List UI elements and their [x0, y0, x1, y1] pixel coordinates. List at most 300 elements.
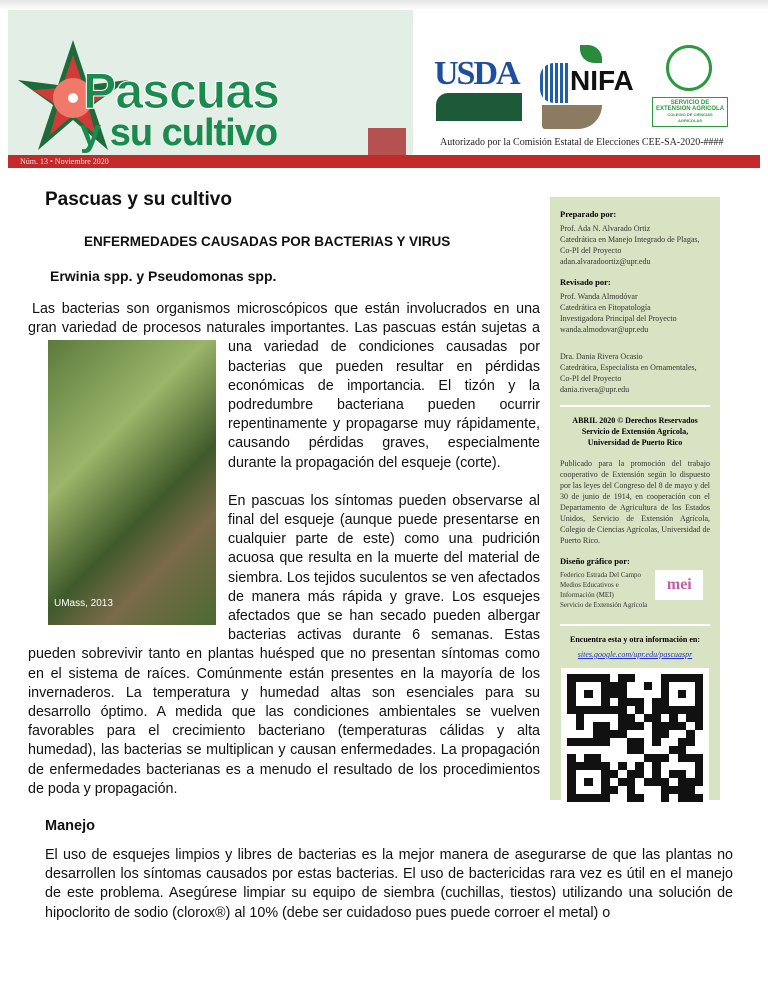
qr-module: [695, 778, 704, 786]
qr-module: [661, 746, 670, 754]
qr-module: [695, 746, 704, 754]
qr-module: [669, 738, 678, 746]
qr-module: [695, 706, 704, 714]
qr-module: [695, 730, 704, 738]
qr-module: [618, 770, 627, 778]
qr-module: [584, 682, 593, 690]
qr-module: [695, 674, 704, 682]
qr-module: [593, 762, 602, 770]
qr-module: [627, 794, 636, 802]
qr-module: [652, 730, 661, 738]
author-role: Co-PI del Proyecto: [560, 246, 622, 255]
qr-module: [618, 786, 627, 794]
qr-module: [610, 794, 619, 802]
qr-module: [635, 762, 644, 770]
qr-module: [593, 730, 602, 738]
qr-module: [576, 674, 585, 682]
author-email[interactable]: adan.alvaradoortiz@upr.edu: [560, 257, 651, 266]
manejo-text: El uso de esquejes limpios y libres de bacterias es la mejor manera de asegurarse de que las plantas no desarrollen los síntomas causados por estas bacterias. El uso de bactericidas rara vez es útil en el manejo de este problema. Asegúrese limpiar su equipo de siembra (cuchillas, tiestos) utilizando una solución de hipoclorito de sodio (clorox®) al 10% (debe ser cuidadoso pues puede corroer el metal) o: [45, 847, 733, 921]
designer-dept-2: Información (MEI): [560, 591, 614, 599]
qr-module: [695, 698, 704, 706]
partner-logos: [430, 45, 760, 135]
qr-module: [584, 738, 593, 746]
qr-module: [644, 730, 653, 738]
prepared-label: Preparado por:: [560, 209, 617, 219]
qr-module: [627, 770, 636, 778]
qr-module: [661, 682, 670, 690]
qr-module: [576, 706, 585, 714]
qr-module: [678, 690, 687, 698]
qr-module: [678, 682, 687, 690]
qr-module: [652, 698, 661, 706]
find-label: Encuentra esta y otra información en:: [570, 635, 700, 644]
qr-module: [618, 762, 627, 770]
qr-module: [567, 738, 576, 746]
qr-module: [601, 730, 610, 738]
qr-module: [627, 746, 636, 754]
qr-module: [618, 794, 627, 802]
qr-module: [576, 770, 585, 778]
designer-org: Servicio de Extensión Agrícola: [560, 601, 648, 609]
qr-module: [610, 730, 619, 738]
qr-module: [567, 698, 576, 706]
qr-module: [695, 690, 704, 698]
qr-module: [635, 754, 644, 762]
qr-module: [686, 682, 695, 690]
qr-module: [618, 682, 627, 690]
qr-module: [652, 770, 661, 778]
qr-module: [618, 746, 627, 754]
author-title: Catedrática en Manejo Integrado de Plagas,: [560, 235, 700, 244]
qr-module: [576, 714, 585, 722]
qr-module: [576, 738, 585, 746]
qr-module: [618, 714, 627, 722]
qr-module: [593, 706, 602, 714]
copyright-org: Servicio de Extensión Agrícola,: [581, 427, 689, 436]
qr-module: [686, 674, 695, 682]
reviewer-role: Co-PI del Proyecto: [560, 374, 622, 383]
qr-module: [652, 714, 661, 722]
qr-module: [695, 786, 704, 794]
qr-module: [601, 674, 610, 682]
qr-module: [601, 722, 610, 730]
qr-module: [610, 754, 619, 762]
qr-module: [601, 794, 610, 802]
qr-module: [686, 786, 695, 794]
qr-module: [576, 682, 585, 690]
qr-module: [576, 754, 585, 762]
qr-module: [584, 706, 593, 714]
qr-module: [610, 778, 619, 786]
qr-module: [610, 770, 619, 778]
qr-module: [627, 690, 636, 698]
qr-module: [610, 746, 619, 754]
qr-module: [644, 786, 653, 794]
qr-module: [644, 690, 653, 698]
qr-module: [661, 690, 670, 698]
qr-module: [593, 770, 602, 778]
qr-module: [610, 690, 619, 698]
qr-module: [601, 690, 610, 698]
qr-module: [610, 722, 619, 730]
qr-module: [618, 690, 627, 698]
qr-module: [618, 706, 627, 714]
photo-credit: UMass, 2013: [54, 597, 113, 609]
qr-module: [669, 698, 678, 706]
top-shade: [0, 0, 768, 10]
qr-module: [652, 674, 661, 682]
reviewer-role: Investigadora Principal del Proyecto: [560, 314, 677, 323]
qr-module: [661, 698, 670, 706]
qr-module: [686, 738, 695, 746]
qr-module: [635, 698, 644, 706]
qr-module: [593, 754, 602, 762]
qr-module: [678, 762, 687, 770]
qr-module: [669, 682, 678, 690]
qr-module: [661, 730, 670, 738]
qr-module: [610, 762, 619, 770]
qr-module: [644, 754, 653, 762]
qr-module: [661, 722, 670, 730]
qr-module: [584, 730, 593, 738]
qr-module: [695, 794, 704, 802]
qr-module: [695, 738, 704, 746]
design-label: Diseño gráfico por:: [560, 556, 630, 566]
qr-module: [567, 682, 576, 690]
qr-module: [644, 682, 653, 690]
reviewer-email[interactable]: dania.rivera@upr.edu: [560, 385, 630, 394]
qr-module: [644, 778, 653, 786]
bacterial-rot-photo: [48, 340, 216, 625]
qr-module: [610, 714, 619, 722]
qr-module: [567, 778, 576, 786]
qr-module: [593, 714, 602, 722]
qr-module: [669, 706, 678, 714]
qr-module: [652, 762, 661, 770]
qr-module: [686, 730, 695, 738]
qr-module: [635, 674, 644, 682]
masthead-subtitle: y su cultivo: [80, 112, 278, 154]
qr-module: [593, 722, 602, 730]
qr-module: [686, 706, 695, 714]
qr-module: [610, 682, 619, 690]
qr-module: [584, 698, 593, 706]
qr-module: [567, 786, 576, 794]
qr-module: [618, 754, 627, 762]
issue-bar: [8, 155, 760, 168]
qr-module: [695, 770, 704, 778]
qr-module: [584, 762, 593, 770]
qr-module: [635, 722, 644, 730]
qr-code[interactable]: [561, 668, 709, 808]
qr-module: [644, 738, 653, 746]
qr-module: [661, 762, 670, 770]
masthead-title: Pascuas: [83, 63, 279, 119]
qr-module: [678, 754, 687, 762]
qr-module: [584, 746, 593, 754]
qr-module: [661, 706, 670, 714]
qr-module: [678, 730, 687, 738]
qr-module: [567, 762, 576, 770]
qr-module: [652, 738, 661, 746]
qr-module: [584, 674, 593, 682]
qr-module: [669, 746, 678, 754]
qr-module: [678, 698, 687, 706]
qr-module: [567, 794, 576, 802]
section-heading: ENFERMEDADES CAUSADAS POR BACTERIAS Y VIRUS: [84, 234, 451, 249]
qr-module: [627, 682, 636, 690]
qr-module: [618, 730, 627, 738]
qr-module: [644, 770, 653, 778]
sea-logo-text: SERVICIO DE EXTENSION AGRICOLA: [655, 100, 725, 112]
nifa-leaf-icon: [580, 45, 602, 63]
qr-module: [669, 754, 678, 762]
qr-module: [627, 738, 636, 746]
qr-module: [661, 754, 670, 762]
qr-module: [576, 698, 585, 706]
qr-module: [601, 786, 610, 794]
qr-module: [678, 794, 687, 802]
qr-module: [661, 770, 670, 778]
qr-module: [669, 714, 678, 722]
flowerpot-icon: [368, 128, 406, 155]
paragraph: Las bacterias son organismos microscópicos que están involucrados en una gran variedad de procesos naturales importantes. Las pascuas están sujetas a una variedad de condiciones causadas por bacterias que pueden resultar en pérdidas económicas de importancia. El tizón y la podredumbre bacteriana pueden ocurrir repentinamente y propagarse muy rápidamente, causando pérdidas graves, especialmente durante la propagación del esqueje (corte).: [28, 301, 540, 471]
author-name: Prof. Ada N. Alvarado Ortiz: [560, 224, 651, 233]
qr-module: [593, 690, 602, 698]
qr-module: [695, 722, 704, 730]
qr-module: [635, 706, 644, 714]
qr-module: [686, 778, 695, 786]
mei-logo: mei: [655, 570, 703, 600]
qr-module: [627, 762, 636, 770]
qr-module: [601, 746, 610, 754]
upr-seal-icon: [666, 45, 712, 91]
designer-dept: Medios Educativos e: [560, 581, 619, 589]
qr-module: [576, 746, 585, 754]
qr-module: [627, 722, 636, 730]
qr-module: [678, 674, 687, 682]
qr-module: [601, 682, 610, 690]
qr-module: [652, 746, 661, 754]
qr-module: [576, 794, 585, 802]
qr-module: [584, 690, 593, 698]
qr-module: [661, 786, 670, 794]
qr-module: [576, 778, 585, 786]
nifa-globe-icon: [540, 63, 568, 103]
qr-module: [695, 682, 704, 690]
qr-module: [669, 674, 678, 682]
qr-module: [652, 786, 661, 794]
qr-module: [567, 714, 576, 722]
qr-module: [610, 698, 619, 706]
qr-module: [652, 706, 661, 714]
qr-module: [661, 714, 670, 722]
qr-module: [618, 738, 627, 746]
qr-module: [576, 730, 585, 738]
qr-module: [652, 778, 661, 786]
qr-module: [635, 770, 644, 778]
qr-module: [686, 770, 695, 778]
qr-module: [584, 786, 593, 794]
qr-module: [593, 738, 602, 746]
qr-module: [635, 738, 644, 746]
qr-module: [644, 794, 653, 802]
qr-module: [576, 762, 585, 770]
qr-module: [601, 738, 610, 746]
qr-module: [584, 770, 593, 778]
qr-module: [686, 762, 695, 770]
qr-module: [686, 754, 695, 762]
nifa-hand-icon: [542, 105, 602, 129]
qr-module: [627, 706, 636, 714]
qr-module: [610, 786, 619, 794]
qr-module: [695, 762, 704, 770]
reviewer-name: Dra. Dania Rivera Ocasio: [560, 352, 643, 361]
qr-module: [644, 722, 653, 730]
qr-module: [627, 674, 636, 682]
qr-module: [652, 794, 661, 802]
qr-module: [678, 738, 687, 746]
qr-module: [567, 754, 576, 762]
qr-module: [627, 778, 636, 786]
qr-module: [635, 714, 644, 722]
masthead-banner: [8, 10, 413, 155]
qr-module: [627, 786, 636, 794]
qr-module: [669, 770, 678, 778]
qr-module: [601, 706, 610, 714]
qr-module: [695, 714, 704, 722]
qr-module: [601, 714, 610, 722]
qr-module: [635, 682, 644, 690]
qr-module: [584, 794, 593, 802]
qr-module: [627, 714, 636, 722]
copyright-university: Universidad de Puerto Rico: [587, 438, 683, 447]
publication-note: Publicado para la promoción del trabajo cooperativo de Extensión según lo dispuesto por las leyes del Congreso del 8 de mayo y del 30 de junio de 1914, en cooperación con el Departamento de Agricultura de los Estados Unidos, Servicio de Extensión Agrícola, Colegio de Ciencias Agrícolas, Universidad de Puerto Rico.: [560, 459, 710, 545]
qr-module: [669, 722, 678, 730]
qr-module: [678, 706, 687, 714]
qr-module: [644, 746, 653, 754]
website-link[interactable]: sites.google.com/upr.edu/pascuaspr: [577, 650, 693, 659]
nifa-logo: NIFA: [570, 65, 634, 96]
reviewer-email[interactable]: wanda.almodovar@upr.edu: [560, 325, 649, 334]
qr-module: [635, 794, 644, 802]
qr-module: [678, 778, 687, 786]
reviewer-title: Catedrática en Fitopatología: [560, 303, 651, 312]
qr-module: [584, 714, 593, 722]
qr-module: [576, 722, 585, 730]
article-body: [28, 300, 540, 799]
qr-module: [678, 770, 687, 778]
qr-module: [635, 746, 644, 754]
copyright-line: ABRIL 2020 © Derechos Reservados: [572, 416, 698, 425]
qr-module: [652, 690, 661, 698]
qr-module: [593, 674, 602, 682]
qr-module: [601, 698, 610, 706]
qr-module: [567, 730, 576, 738]
qr-module: [601, 770, 610, 778]
usda-logo: USDA: [434, 55, 519, 92]
subsection-heading: Erwinia spp. y Pseudomonas spp.: [50, 268, 277, 284]
qr-module: [610, 674, 619, 682]
qr-module: [661, 674, 670, 682]
qr-module: [669, 786, 678, 794]
qr-module: [567, 706, 576, 714]
qr-module: [567, 722, 576, 730]
qr-module: [627, 754, 636, 762]
qr-module: [678, 722, 687, 730]
qr-module: [567, 746, 576, 754]
qr-module: [584, 722, 593, 730]
article-title: Pascuas y su cultivo: [45, 189, 232, 210]
qr-module: [567, 690, 576, 698]
qr-module: [610, 706, 619, 714]
qr-module: [652, 682, 661, 690]
qr-module: [635, 690, 644, 698]
qr-module: [644, 714, 653, 722]
qr-module: [593, 698, 602, 706]
qr-module: [576, 690, 585, 698]
qr-module: [669, 690, 678, 698]
qr-module: [601, 762, 610, 770]
qr-module: [644, 698, 653, 706]
qr-module: [593, 778, 602, 786]
qr-module: [584, 778, 593, 786]
qr-module: [661, 794, 670, 802]
qr-module: [669, 762, 678, 770]
authorization-text: Autorizado por la Comisión Estatal de Elecciones CEE-SA-2020-####: [440, 137, 724, 148]
qr-module: [618, 698, 627, 706]
qr-module: [593, 682, 602, 690]
reviewer-name: Prof. Wanda Almodóvar: [560, 292, 638, 301]
qr-module: [686, 690, 695, 698]
qr-module: [686, 698, 695, 706]
qr-module: [652, 722, 661, 730]
qr-module: [567, 674, 576, 682]
usda-logo-field: [436, 93, 522, 121]
divider: [560, 624, 710, 626]
qr-module: [686, 746, 695, 754]
qr-module: [593, 786, 602, 794]
qr-module: [686, 714, 695, 722]
qr-module: [678, 786, 687, 794]
paragraph: En pascuas los síntomas pueden observarse al final del esqueje (aunque puede presentarse en cualquier parte de este) como una pudrición acuosa que resulta en la muerte del material de siembra. Los tejidos suculentos se ven afectados de manera más rápida y grave. Los esquejes afectados que se han secado pueden albergar bacterias activas durante 6 semanas. Estas pueden sobrevivir tanto en plantas huésped que no presentan síntomas como en el sistema de raíces. Comúnmente están presentes en la mayoría de los invernaderos. La temperatura y humedad altas son esenciales para su desarrollo óptimo. A medida que las condiciones ambientales se vuelven favorables para el crecimiento bacteriano (temperaturas cálidas y alta humedad), las bacterias se multiplican y causan enfermedades. La propagación de enfermedades bacterianas es a menudo el resultado de los procedimientos de poda y propagación.: [28, 492, 540, 797]
qr-module: [627, 730, 636, 738]
manejo-heading: Manejo: [45, 818, 95, 835]
qr-module: [601, 778, 610, 786]
qr-module: [669, 794, 678, 802]
reviewed-label: Revisado por:: [560, 277, 611, 287]
qr-module: [627, 698, 636, 706]
qr-module: [686, 794, 695, 802]
qr-module: [652, 754, 661, 762]
designer-name: Federico Estrada Del Campo: [560, 571, 642, 579]
qr-module: [644, 762, 653, 770]
qr-module: [644, 674, 653, 682]
credits-sidebar: [550, 197, 720, 800]
qr-module: [593, 794, 602, 802]
qr-module: [576, 786, 585, 794]
qr-module: [678, 714, 687, 722]
qr-module: [618, 722, 627, 730]
qr-module: [618, 674, 627, 682]
qr-module: [661, 738, 670, 746]
qr-module: [601, 754, 610, 762]
qr-module: [686, 722, 695, 730]
qr-module: [635, 778, 644, 786]
qr-module: [678, 746, 687, 754]
qr-module: [669, 778, 678, 786]
qr-module: [644, 706, 653, 714]
